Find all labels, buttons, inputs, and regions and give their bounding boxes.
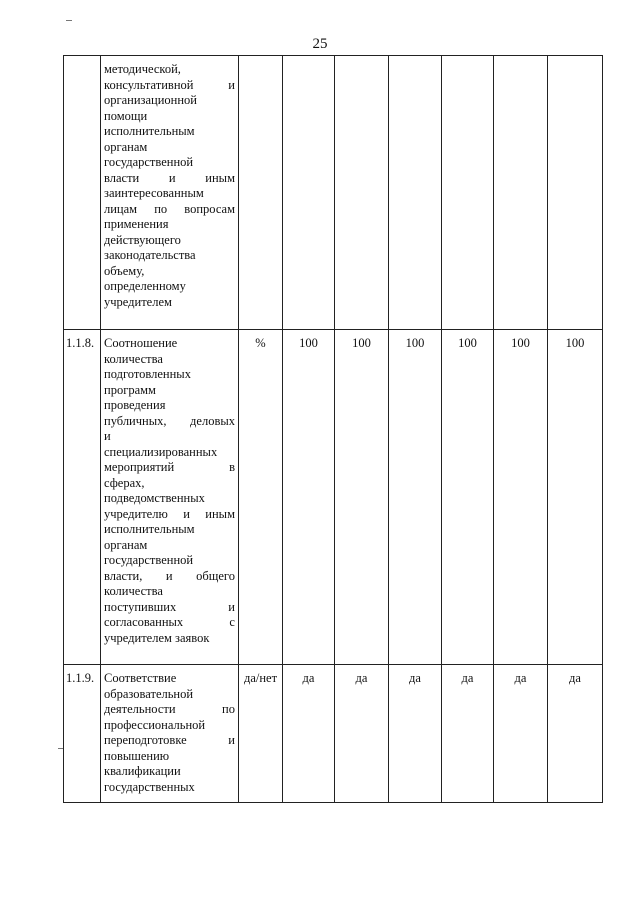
description-line: государственной — [104, 155, 194, 169]
description-line: деятельности по — [104, 702, 235, 716]
description-line: квалификации — [104, 764, 181, 778]
unit-cell — [239, 56, 283, 330]
description-line: власти и иным — [104, 170, 235, 185]
value-cell: 100 — [442, 330, 494, 665]
value-cell: да — [548, 665, 603, 803]
scan-mark — [66, 20, 72, 21]
description-line: государственной — [104, 553, 194, 567]
value-cell: 100 — [335, 330, 389, 665]
value-cell: да — [389, 665, 442, 803]
indicator-description-cell — [101, 330, 239, 665]
description-line: организационной — [104, 93, 197, 107]
description-line: повышению — [104, 748, 170, 763]
description-line: программ — [104, 382, 156, 397]
table-row — [64, 56, 603, 330]
description-line: исполнительным — [104, 124, 195, 138]
indicators-table — [63, 55, 603, 803]
value-cell: 100 — [494, 330, 548, 665]
unit-cell: % — [239, 330, 283, 665]
description-line: подведомственных — [104, 491, 205, 505]
description-line: публичных, деловых — [104, 413, 235, 428]
indicator-description-cell — [101, 56, 239, 330]
value-cell — [442, 56, 494, 330]
description-line: определенному — [104, 279, 186, 293]
description-line: и — [104, 429, 111, 443]
value-cell — [548, 56, 603, 330]
value-cell — [389, 56, 442, 330]
description-line: органам — [104, 537, 148, 552]
value-cell — [494, 56, 548, 330]
description-line: объему, — [104, 263, 145, 278]
indicator-description-cell — [101, 665, 239, 803]
value-cell: 100 — [389, 330, 442, 665]
description-line: помощи — [104, 108, 148, 123]
description-line: специализированных — [104, 444, 218, 459]
row-number-cell: 1.1.8. — [64, 330, 101, 665]
description-line: мероприятий в — [104, 460, 235, 474]
value-cell: 100 — [548, 330, 603, 665]
row-number-cell — [64, 56, 101, 330]
value-cell: да — [283, 665, 335, 803]
value-cell — [283, 56, 335, 330]
description-line: органам — [104, 139, 148, 154]
description-line: консультативной и — [104, 77, 235, 92]
description-line: переподготовке и — [104, 733, 235, 747]
value-cell — [335, 56, 389, 330]
value-cell: да — [494, 665, 548, 803]
page-number: 25 — [312, 36, 328, 52]
description-line: учредителем заявок — [104, 630, 210, 645]
description-line: власти, и общего — [104, 568, 235, 583]
description-line: поступивших и — [104, 599, 235, 614]
description-line: Соотношение — [104, 336, 178, 350]
table-row — [64, 330, 603, 665]
description-line: согласованных с — [104, 615, 235, 629]
unit-cell: да/нет — [239, 665, 283, 803]
description-line: учредителю и иным — [104, 506, 235, 521]
description-line: Соответствие — [104, 671, 177, 685]
description-line: действующего — [104, 232, 181, 247]
description-line: профессиональной — [104, 717, 206, 732]
description-line: количества — [104, 584, 163, 598]
description-line: подготовленных — [104, 367, 191, 381]
description-line: государственных — [104, 779, 195, 794]
table-body — [64, 56, 603, 803]
description-line: исполнительным — [104, 522, 195, 536]
description-line: количества — [104, 351, 163, 366]
description-line: образовательной — [104, 686, 194, 701]
row-number-cell: 1.1.9. — [64, 665, 101, 803]
description-line: проведения — [104, 398, 166, 412]
value-cell: да — [442, 665, 494, 803]
value-cell: да — [335, 665, 389, 803]
description-line: методической, — [104, 62, 181, 76]
description-line: лицам по вопросам — [104, 201, 235, 216]
table-row — [64, 665, 603, 803]
value-cell: 100 — [283, 330, 335, 665]
description-line: сферах, — [104, 475, 145, 490]
description-line: законодательства — [104, 248, 196, 262]
description-line: заинтересованным — [104, 186, 204, 200]
description-line: применения — [104, 217, 169, 231]
description-line: учредителем — [104, 294, 172, 309]
